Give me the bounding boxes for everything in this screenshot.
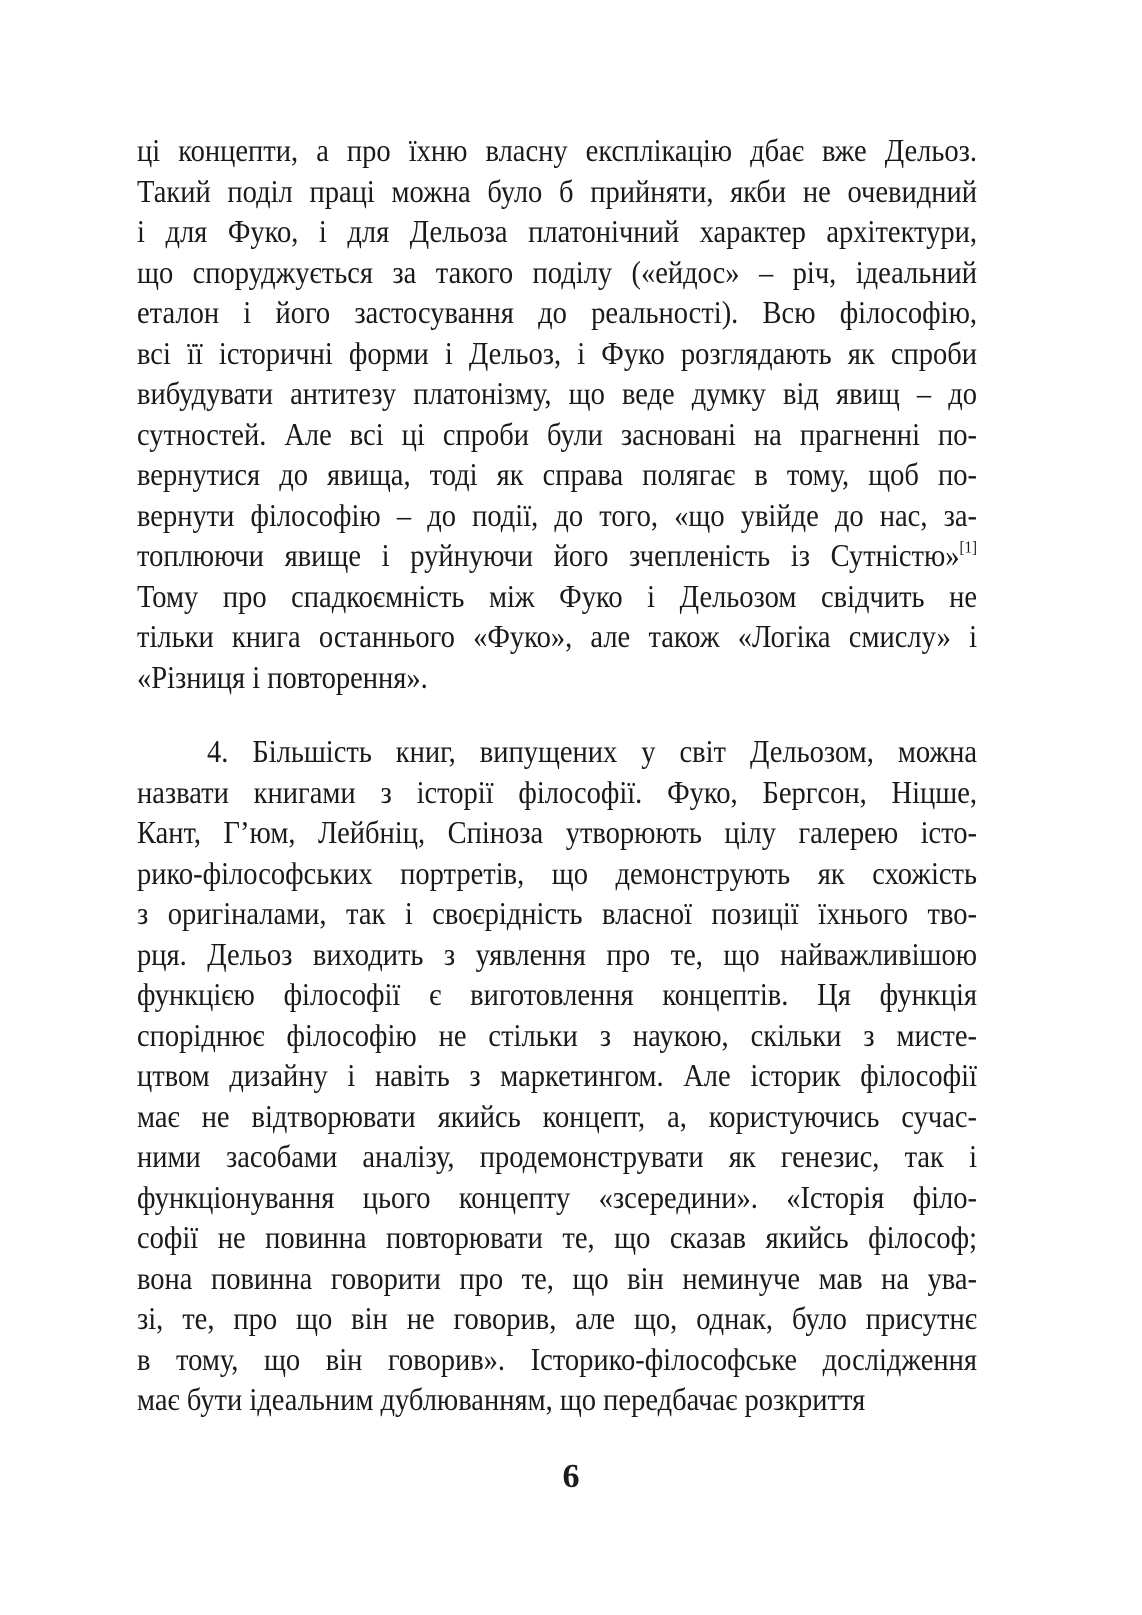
text-line-content: Такий поділ праці можна було б прийняти, якби не очевидний xyxy=(137,174,977,209)
text-line xyxy=(137,575,977,620)
paragraph-2 xyxy=(137,733,977,1422)
text-line xyxy=(137,1338,977,1383)
text-line-content: всі її історичні форми і Дельоз, і Фуко розглядають як спроби xyxy=(137,336,977,371)
text-line-content: Тому про спадкоємність між Фуко і Дельозом свідчить не xyxy=(137,579,977,614)
footnote-reference[interactable]: [1] xyxy=(959,539,977,557)
text-line-content: з оригіналами, так і своєрідність власної позиції їхнього тво- xyxy=(137,897,977,932)
text-line xyxy=(137,373,977,418)
text-line-content: функціонування цього концепту «зсередини». «Історія філо- xyxy=(137,1180,977,1215)
text-line-content: вона повинна говорити про те, що він неминуче мав на ува- xyxy=(137,1261,977,1296)
text-line xyxy=(137,933,977,978)
text-line xyxy=(137,332,977,377)
text-line xyxy=(137,494,977,539)
text-line xyxy=(137,656,977,701)
text-line-content: софії не повинна повторювати те, що сказав якийсь філософ; xyxy=(137,1221,977,1256)
text-line xyxy=(137,454,977,499)
text-line xyxy=(137,1055,977,1100)
text-line xyxy=(137,251,977,296)
text-line-content: тільки книга останнього «Фуко», але також «Логіка смислу» і xyxy=(137,620,977,655)
text-line xyxy=(137,1217,977,1262)
text-line-content: ними засобами аналізу, продемонструвати як генезис, так і xyxy=(137,1140,977,1175)
text-line-content: вибудувати антитезу платонізму, що веде думку від явищ – до xyxy=(137,377,977,412)
text-line xyxy=(137,535,977,580)
text-line xyxy=(137,1298,977,1343)
text-line-content: вернути філософію – до події, до того, «що увійде до нас, за- xyxy=(137,498,977,533)
text-line-content: Кант, Г’юм, Лейбніц, Спіноза утворюють цілу галерею істо- xyxy=(137,816,977,851)
text-line-content: назвати книгами з історії філософії. Фуко, Бергсон, Ніцше, xyxy=(137,775,977,810)
text-line-content: ці концепти, а про їхню власну експлікацію дбає вже Дельоз. xyxy=(137,134,977,169)
text-line xyxy=(137,413,977,458)
text-line-content: вернутися до явища, тоді як справа полягає в тому, щоб по- xyxy=(137,458,977,493)
text-line xyxy=(137,170,977,215)
text-line xyxy=(137,1379,977,1424)
text-line-content: 4. Більшість книг, випущених у світ Дельозом, можна xyxy=(207,735,977,770)
text-line-content: рця. Дельоз виходить з уявлення про те, що найважливішою xyxy=(137,937,977,972)
text-line-content: має бути ідеальним дублюванням, що передбачає розкриття xyxy=(137,1383,866,1418)
text-line xyxy=(137,211,977,256)
text-line xyxy=(137,292,977,337)
text-line-content: топлюючи явище і руйнуючи його зчепленість із Сутністю» xyxy=(137,539,960,574)
text-line xyxy=(137,1257,977,1302)
text-line xyxy=(137,974,977,1019)
text-line-content: що споруджується за такого поділу («ейдос» – річ, ідеальний xyxy=(137,255,977,290)
text-line-content: і для Фуко, і для Дельоза платонічний характер архітектури, xyxy=(137,215,977,250)
text-line-content: споріднює філософію не стільки з наукою, скільки з мисте- xyxy=(137,1018,977,1053)
text-line-content: має не відтворювати якийсь концепт, а, користуючись сучас- xyxy=(137,1099,977,1134)
text-line xyxy=(137,1014,977,1059)
text-line xyxy=(137,1095,977,1140)
text-line xyxy=(137,130,977,175)
text-line xyxy=(137,731,977,776)
text-line xyxy=(137,1136,977,1181)
text-line-content: еталон і його застосування до реальності). Всю філософію, xyxy=(137,296,977,331)
text-line-content: «Різниця і повторення». xyxy=(137,660,428,695)
text-line xyxy=(137,893,977,938)
text-line-content: зі, те, про що він не говорив, але що, однак, було присутнє xyxy=(137,1302,977,1337)
text-line-content: цтвом дизайну і навіть з маркетингом. Але історик філософії xyxy=(137,1059,977,1094)
text-line-content: в тому, що він говорив». Історико-філософське дослідження xyxy=(137,1342,977,1377)
text-line-content: рико-філософських портретів, що демонструють як схожість xyxy=(137,856,977,891)
text-line-content: сутностей. Але всі ці спроби були засновані на прагненні по- xyxy=(137,417,977,452)
text-line xyxy=(137,771,977,816)
text-line xyxy=(137,812,977,857)
text-line xyxy=(137,616,977,661)
paragraph-1 xyxy=(137,132,977,699)
text-line xyxy=(137,1176,977,1221)
text-line-content: функцією філософії є виготовлення концептів. Ця функція xyxy=(137,978,977,1013)
page-number: 6 xyxy=(562,1458,580,1495)
text-line xyxy=(137,852,977,897)
